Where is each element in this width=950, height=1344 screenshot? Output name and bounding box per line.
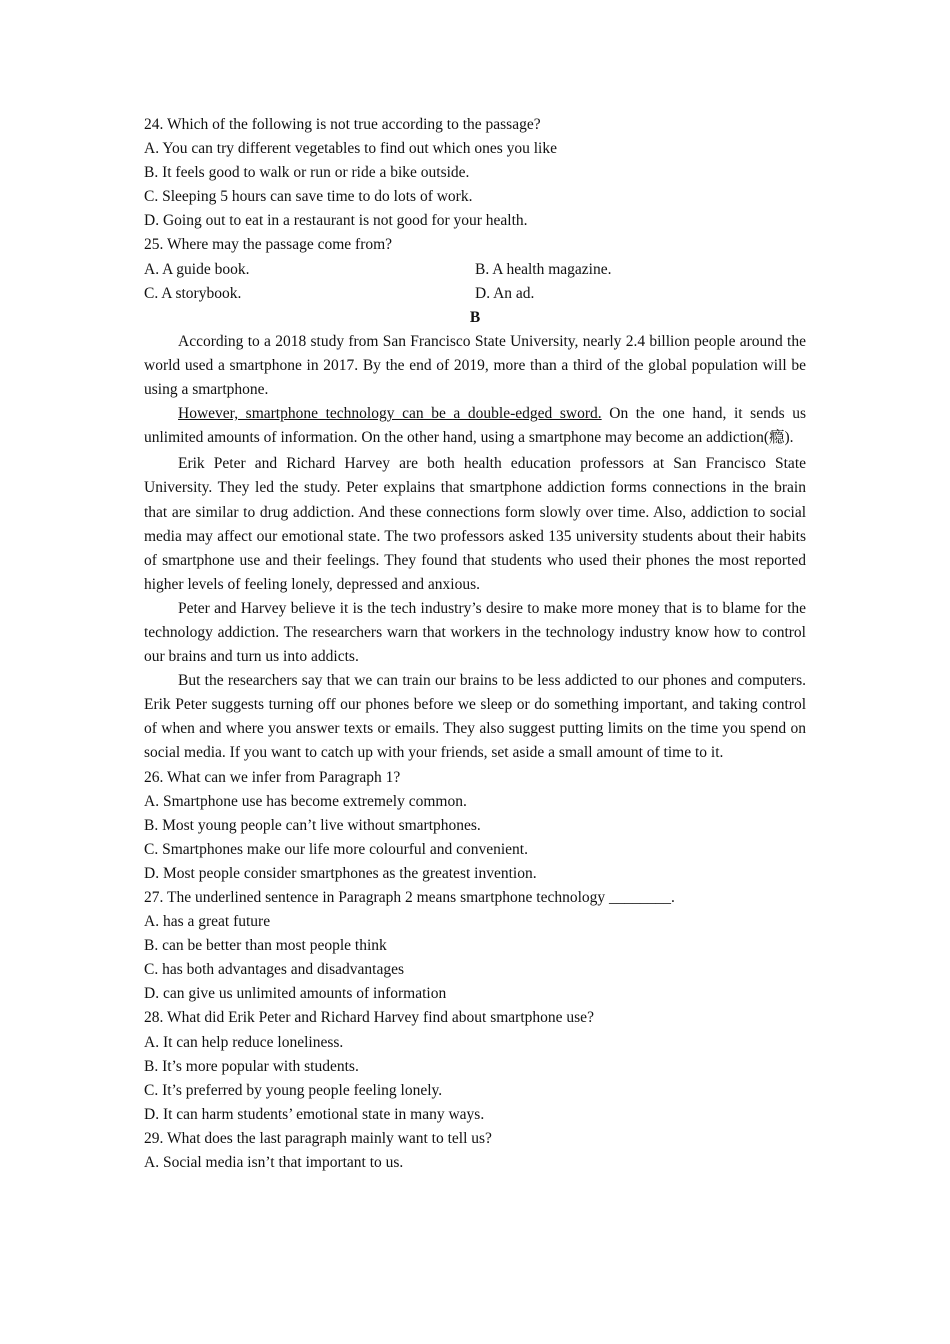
exam-page (144, 113, 806, 1175)
option-27-a: A. has a great future (144, 913, 271, 931)
question-27: 27. The underlined sentence in Paragraph 2 means smartphone technology ________. (144, 889, 675, 906)
option-26-c: C. Smartphones make our life more colourful and convenient. (144, 840, 528, 858)
option-25-c: C. A storybook. (144, 284, 242, 302)
question-28: 28. What did Erik Peter and Richard Harvey find about smartphone use? (144, 1009, 594, 1027)
option-24-b: B. It feels good to walk or run or ride a bike outside. (144, 164, 470, 182)
option-26-a: A. Smartphone use has become extremely common. (144, 792, 467, 810)
passage-paragraph-5: But the researchers say that we can train our brains to be less addicted to our phones and computers. Erik Peter suggests turning off our phones before we sleep or do something important, and taking control of when and where you answer texts or emails. They also suggest putting limits on the time you spend on social media. If you want to catch up with your friends, set aside a small amount of time to it. (144, 672, 806, 762)
option-24-d: D. Going out to eat in a restaurant is not good for your health. (144, 212, 528, 230)
passage-paragraph-3: Erik Peter and Richard Harvey are both health education professors at San Francisco State University. They led the study. Peter explains that smartphone addiction forms connections in the brain that are similar to drug addiction. And these connections form slowly over time. Also, addiction to social media may affect our emotional state. The two professors asked 135 university students about their habits of smartphone use and their feelings. They found that students who used their phones the most reported higher levels of feeling lonely, depressed and anxious. (144, 455, 806, 593)
option-25-b: B. A health magazine. (475, 260, 612, 278)
option-27-c: C. has both advantages and disadvantages (144, 961, 404, 979)
option-28-d: D. It can harm students’ emotional state in many ways. (144, 1105, 485, 1123)
passage-paragraph-4: Peter and Harvey believe it is the tech industry’s desire to make more money that is to blame for the technology addiction. The researchers warn that workers in the technology industry know how to control our brains and turn us into addicts. (144, 599, 806, 666)
underlined-sentence: However, smartphone technology can be a double-edged sword. (178, 405, 602, 423)
option-24-c: C. Sleeping 5 hours can save time to do lots of work. (144, 188, 473, 206)
option-28-b: B. It’s more popular with students. (144, 1057, 359, 1075)
options-25-row-1 (144, 258, 806, 282)
option-26-b: B. Most young people can’t live without smartphones. (144, 816, 481, 834)
option-28-c: C. It’s preferred by young people feeling lonely. (144, 1081, 443, 1099)
question-24: 24. Which of the following is not true according to the passage? (144, 116, 541, 133)
option-24-a: A. You can try different vegetables to find out which ones you like (144, 140, 557, 158)
option-27-d: D. can give us unlimited amounts of information (144, 985, 447, 1003)
question-26: 26. What can we infer from Paragraph 1? (144, 768, 401, 786)
question-29: 29. What does the last paragraph mainly want to tell us? (144, 1129, 492, 1147)
section-heading: B (469, 308, 481, 326)
question-25: 25. Where may the passage come from? (144, 236, 393, 254)
option-27-b: B. can be better than most people think (144, 937, 387, 955)
option-25-a: A. A guide book. (144, 260, 250, 278)
passage-paragraph-2 (144, 402, 806, 450)
passage-paragraph-2-rest: On the one hand, it sends us unlimited amounts of information. On the other hand, using a smartphone may become an addiction(瘾). (144, 405, 806, 447)
passage-paragraph-1: According to a 2018 study from San Francisco State University, nearly 2.4 billion people around the world used a smartphone in 2017. By the end of 2019, more than a third of the global population will be using a smartphone. (144, 332, 806, 399)
options-25-row-2 (144, 282, 806, 306)
option-28-a: A. It can help reduce loneliness. (144, 1033, 344, 1051)
option-25-d: D. An ad. (475, 284, 535, 302)
option-26-d: D. Most people consider smartphones as the greatest invention. (144, 864, 537, 882)
option-29-a: A. Social media isn’t that important to us. (144, 1154, 404, 1172)
